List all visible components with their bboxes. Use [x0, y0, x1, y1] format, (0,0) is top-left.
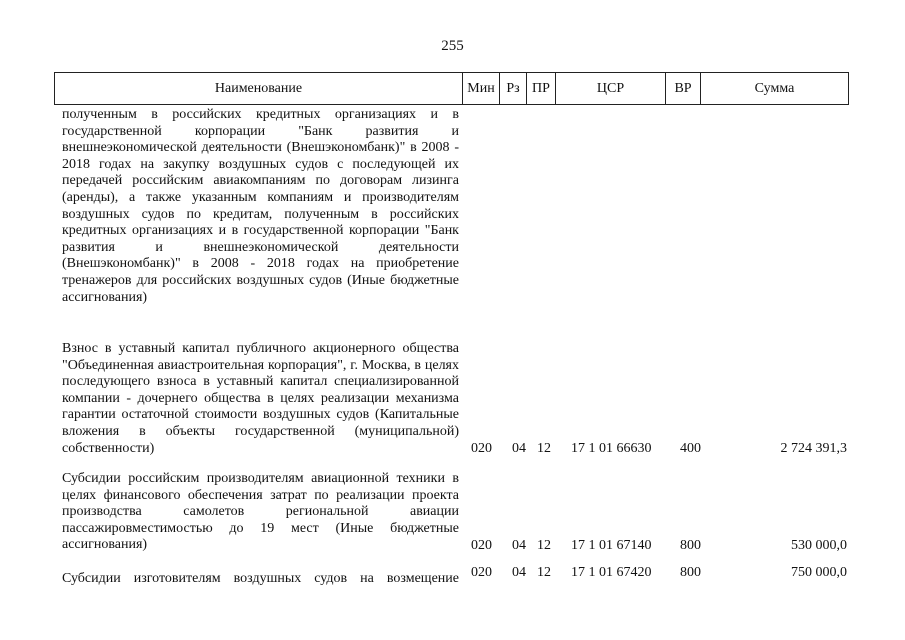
table-header: [54, 72, 849, 105]
cell-min: 020: [471, 441, 492, 456]
col-header-csr: ЦСР: [556, 73, 666, 104]
cell-pr: 12: [537, 565, 551, 580]
cell-vr: 400: [680, 441, 701, 456]
cell-min: 020: [471, 565, 492, 580]
cell-rz: 04: [512, 538, 526, 553]
cell-rz: 04: [512, 565, 526, 580]
cell-min: 020: [471, 538, 492, 553]
cell-sum: 2 724 391,3: [780, 441, 847, 456]
col-header-name: Наименование: [55, 73, 463, 104]
row-description: Субсидии изготовителям воздушных судов на возмещение: [62, 571, 459, 586]
col-header-rz: Рз: [500, 73, 527, 104]
cell-pr: 12: [537, 538, 551, 553]
cell-pr: 12: [537, 441, 551, 456]
col-header-vr: ВР: [666, 73, 701, 104]
cell-rz: 04: [512, 441, 526, 456]
row-description: Взнос в уставный капитал публичного акционерного общества "Объединенная авиастроительная корпорация", г. Москва, в целях последующего взноса в уставный капитал специализированной компании - дочернего общества в целях реализации механизма гарантии остаточной стоимости воздушных судов (Капитальные вложения в объекты государственной (муниципальной) собственности): [62, 341, 459, 456]
row-description: полученным в российских кредитных организациях и в государственной корпорации "Банк развития и внешнеэкономической деятельности (Внешэкономбанк)" в 2008 - 2018 годах на закупку воздушных судов с последующей их передачей российским авиакомпаниям по договорам лизинга (аренды), а также указанным компаниям и производителям воздушных судов по кредитам, полученным в российских кредитных организациях и в государственной корпорации "Банк развития и внешнеэкономической деятельности (Внешэкономбанк)" в 2008 - 2018 годах на приобретение тренажеров для российских воздушных судов (Иные бюджетные ассигнования): [62, 107, 459, 305]
cell-vr: 800: [680, 538, 701, 553]
cell-csr: 17 1 01 66630: [571, 441, 652, 456]
cell-sum: 530 000,0: [791, 538, 847, 553]
cell-csr: 17 1 01 67140: [571, 538, 652, 553]
cell-vr: 800: [680, 565, 701, 580]
page-number: 255: [441, 38, 464, 54]
cell-csr: 17 1 01 67420: [571, 565, 652, 580]
cell-sum: 750 000,0: [791, 565, 847, 580]
col-header-pr: ПР: [527, 73, 556, 104]
col-header-sum: Сумма: [754, 80, 795, 96]
col-header-min: Мин: [463, 73, 500, 104]
row-description: Субсидии российским производителям авиационной техники в целях финансового обеспечения затрат по реализации проекта производства самолетов региональной авиации пассажировместимостью до 19 мест (Иные бюджетные ассигнования): [62, 471, 459, 553]
